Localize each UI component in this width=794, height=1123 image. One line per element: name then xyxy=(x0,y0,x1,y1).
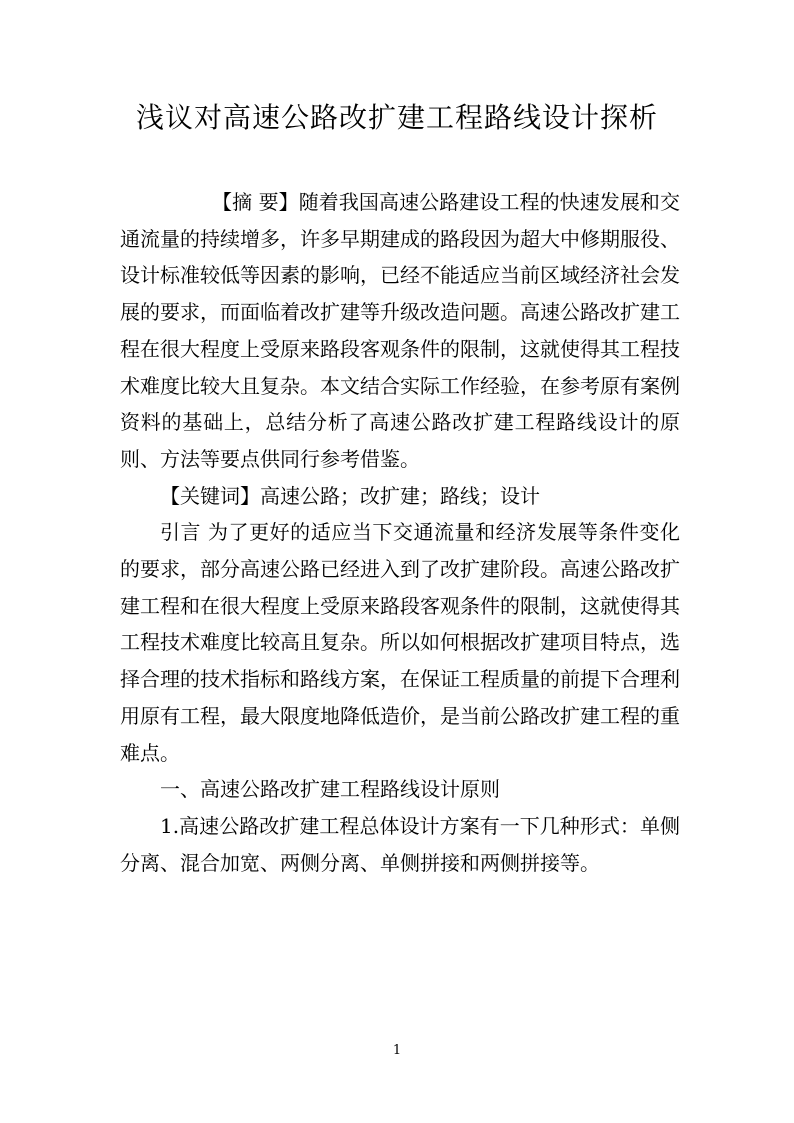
document-title: 浅议对高速公路改扩建工程路线设计探析 xyxy=(135,101,658,134)
introduction-paragraph: 引言 为了更好的适应当下交通流量和经济发展等条件变化的要求，部分高速公路已经进入到了改扩建阶段。高速公路改扩建工程和在很大程度上受原来路段客观条件的限制，这就使得其工程技术难度比较高且复杂。所以如何根据改扩建项目特点，选择合理的技术指标和路线方案，在保证工程质量的前提下合理利用原有工程，最大限度地降低造价，是当前公路改扩建工程的重难点。 xyxy=(120,520,680,765)
list-item-1: 1.高速公路改扩建工程总体设计方案有一下几种形式：单侧分离、混合加宽、两侧分离、单侧拼接和两侧拼接等。 xyxy=(120,813,680,875)
document-body xyxy=(120,184,680,881)
abstract-paragraph: 【摘 要】随着我国高速公路建设工程的快速发展和交通流量的持续增多，许多早期建成的路段因为超大中修期服役、设计标准较低等因素的影响，已经不能适应当前区域经济社会发展的要求，而面临着改扩建等升级改造问题。高速公路改扩建工程在很大程度上受原来路段客观条件的限制，这就使得其工程技术难度比较大且复杂。本文结合实际工作经验，在参考原有案例资料的基础上，总结分析了高速公路改扩建工程路线设计的原则、方法等要点供同行参考借鉴。 xyxy=(120,190,680,471)
keywords-paragraph: 【关键词】高速公路；改扩建；路线；设计 xyxy=(160,483,540,508)
page-number: 1 xyxy=(392,1043,402,1058)
section-heading: 一、高速公路改扩建工程路线设计原则 xyxy=(160,777,500,802)
